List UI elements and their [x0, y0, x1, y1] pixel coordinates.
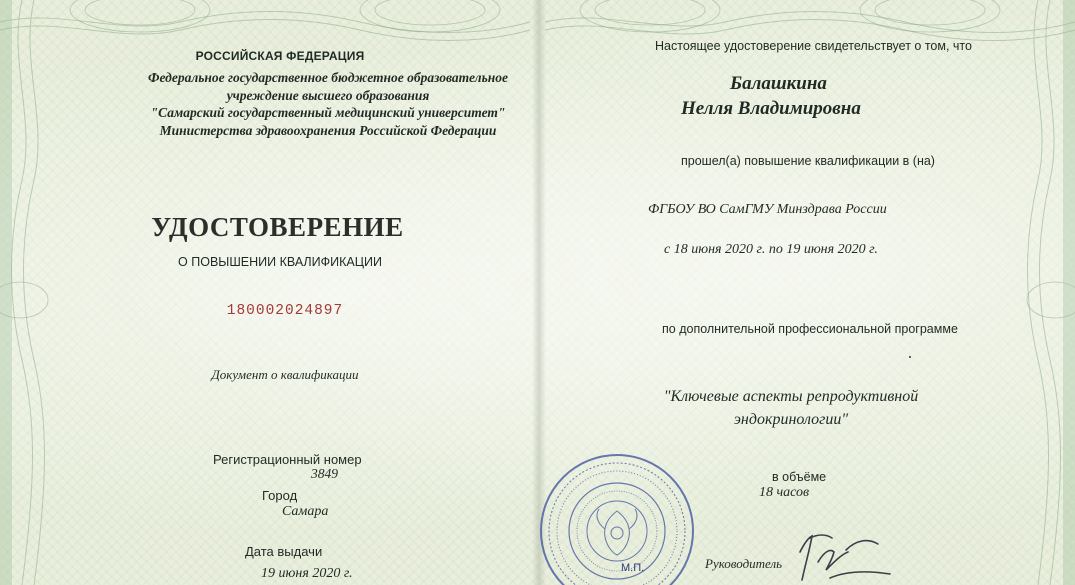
issuer-organization-line: "Самарский государственный медицинский университет": [150, 105, 506, 120]
training-completed-label: прошел(а) повышение квалификации в (на): [681, 154, 935, 168]
training-period: с 18 июня 2020 г. по 19 июня 2020 г.: [664, 242, 878, 257]
ink-dot: [909, 356, 911, 358]
document-type: Документ о квалификации: [211, 367, 359, 382]
issuer-organization-line: учреждение высшего образования: [226, 87, 430, 103]
eagle-emblem-icon: [597, 509, 637, 555]
official-seal-stamp: [537, 451, 697, 585]
holder-given-names: Нелля Владимировна: [681, 98, 861, 119]
handwritten-signature: [786, 522, 896, 585]
document-title: УДОСТОВЕРЕНИЕ: [151, 212, 404, 242]
volume-label: в объёме: [772, 470, 827, 484]
registration-number: 3849: [311, 466, 338, 481]
holder-surname: Балашкина: [730, 73, 827, 94]
issuer-organization: [118, 69, 538, 139]
registration-number-label: Регистрационный номер: [213, 452, 362, 467]
training-institution: ФГБОУ ВО СамГМУ Минздрава России: [648, 202, 887, 217]
volume-value: 18 часов: [759, 485, 810, 500]
program-label: по дополнительной профессиональной программе: [662, 322, 958, 336]
issuer-organization-line: Министерства здравоохранения Российской Федерации: [159, 122, 497, 138]
issuer-country: РОССИЙСКАЯ ФЕДЕРАЦИЯ: [195, 49, 365, 63]
issue-date-label: Дата выдачи: [245, 544, 323, 559]
program-name-line: "Ключевые аспекты репродуктивной: [663, 388, 919, 405]
program-name: [636, 385, 946, 431]
stamp-place-label: М.П.: [621, 562, 645, 574]
document-subtitle: О ПОВЫШЕНИИ КВАЛИФИКАЦИИ: [178, 255, 382, 269]
issuer-organization-line: Федеральное государственное бюджетное образовательное: [148, 70, 508, 85]
issue-date: 19 июня 2020 г.: [261, 566, 353, 581]
city-value: Самара: [282, 504, 329, 519]
head-signature-label: Руководитель: [705, 556, 783, 571]
serial-number: 180002024897: [226, 303, 344, 319]
city-label: Город: [262, 488, 298, 503]
program-name-line: эндокринологии": [733, 411, 849, 428]
certification-statement: Настоящее удостоверение свидетельствует о том, что: [655, 39, 972, 53]
